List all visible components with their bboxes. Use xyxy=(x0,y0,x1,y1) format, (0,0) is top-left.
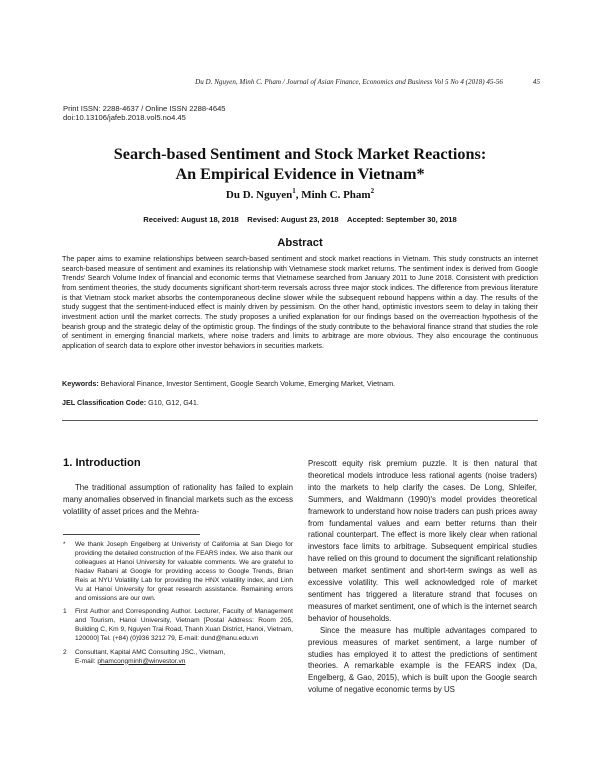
jel-label: JEL Classification Code: xyxy=(62,398,147,407)
intro-right-column xyxy=(308,458,537,696)
author-name: Minh C. Pham xyxy=(301,189,371,201)
section-divider xyxy=(62,420,538,421)
abstract-body: The paper aims to examine relationships between search-based sentiment and stock market reactions in Vietnam. This study constructs an internet search-based measure of sentiment and examines its relationship with Vietnamese stock market returns. The sentiment index is derived from Google Trends' Search Volume Index of financial and economic terms that Vietnamese searched from January 2011 to June 2018. Consistent with prediction from sentiment theories, the study documents significant short-term reversals across three major stock indices. The difference from previous literature is that Vietnam stock market absorbs the contemporaneous decline slower while the subsequent rebound happens within a day. The results of the study suggest that the sentiment-induced effect is mainly driven by pessimism. On the other hand, optimistic investors seem to delay in taking their investment action until the market corrects. The study proposes a unified explanation for our findings based on the overreaction hypothesis of the bearish group and the strategic delay of the optimistic group. The findings of the study contribute to the behavioral finance strand that studies the role of sentiment in emerging financial markets, where noise traders and limits to arbitrage are more obvious. They also encourage the continuous application of search data to explore other investor behaviors in securities markets. xyxy=(62,255,538,350)
author-affiliation-mark: 1 xyxy=(292,187,296,195)
running-head-citation: Du D. Nguyen, Minh C. Pham / Journal of Asian Finance, Economics and Business Vol 5 No 4 (2018) 45-56 xyxy=(195,78,503,86)
jel-line xyxy=(62,398,538,407)
issn-line: Print ISSN: 2288-4637 / Online ISSN 2288-4645 xyxy=(63,104,226,113)
footnote-acknowledgment xyxy=(63,540,293,603)
intro-paragraph: The traditional assumption of rationality has failed to explain many anomalies observed in financial markets such as the excess volatility of asset prices and the Mehra- xyxy=(63,483,293,516)
revised-date: Revised: August 23, 2018 xyxy=(247,215,339,224)
footnote-mark: * xyxy=(63,541,66,548)
footnote-author-1 xyxy=(63,607,293,643)
footnote-mark: 1 xyxy=(63,608,67,616)
doi-line: doi:10.13106/jafeb.2018.vol5.no4.45 xyxy=(63,113,186,123)
intro-paragraph: Since the measure has multiple advantages compared to previous measures of market sentiment, a large number of studies has employed it to attest the predictions of sentiment theories. A remarkable example is the FEARS index (Da, Engelberg, & Gao, 2015), which is built upon the Google search volume of negative economic terms by US xyxy=(308,625,537,695)
issn-block xyxy=(63,104,226,123)
footnote-text: We thank Joseph Engelberg at Univeristy of California at San Diego for providing the detailed construction of the FEARS index. We also thank our colleagues at Hanoi University for valuable comments. We are grateful to Nadav Rabani at Google for providing access to Google Trends, Brian Reis at NYU Volatility Lab for providing the HNX volatility index, and Linh Vu at Hanoi University for great research assistance. Remaining errors and omissions are our own. xyxy=(75,541,293,603)
author-list xyxy=(60,187,540,201)
keywords-label: Keywords: xyxy=(62,379,99,388)
author-affiliation-mark: 2 xyxy=(370,187,375,195)
email-link[interactable]: phamcongminh@winvestor.vn xyxy=(97,657,186,665)
title-line-2: An Empirical Evidence in Vietnam* xyxy=(175,165,425,183)
title-line-1: Search-based Sentiment and Stock Market Reactions: xyxy=(113,145,487,163)
running-head xyxy=(60,78,540,86)
footnote-mark: 2 xyxy=(63,648,67,656)
footnote-author-2 xyxy=(63,648,293,666)
author-separator: , xyxy=(295,189,302,201)
footnote-email-label: E-mail: xyxy=(75,657,98,665)
footnotes xyxy=(63,540,293,670)
author-name: Du D. Nguyen xyxy=(225,189,293,201)
abstract-heading: Abstract xyxy=(277,237,323,249)
paper-title xyxy=(60,144,540,184)
intro-left-column xyxy=(63,482,293,518)
footnote-text: Consultant, Kapital AMC Consulting JSC., Vietnam, xyxy=(75,648,226,656)
jel-value: G10, G12, G41. xyxy=(146,398,199,407)
footnote-divider xyxy=(63,534,200,535)
accepted-date: Accepted: September 30, 2018 xyxy=(347,215,457,224)
footnote-text: First Author and Corresponding Author. Lecturer, Faculty of Management and Tourism, Hanoi University, Vietnam [Postal Address: Room 205, Building C, Km 9, Nguyen Trai Road, Thanh Xuan District, Hanoi, Vietnam, 120000] Tel. (+84) (0)936 3212 79, E-mail: dund@hanu.edu.vn xyxy=(75,608,293,643)
keywords-value: Behavioral Finance, Investor Sentiment, Google Search Volume, Emerging Market, Vietnam. xyxy=(98,379,396,388)
received-date: Received: August 18, 2018 xyxy=(143,215,239,224)
keywords-line xyxy=(62,379,538,388)
submission-dates xyxy=(60,215,540,224)
page-number: 45 xyxy=(532,78,540,86)
intro-paragraph: Prescott equity risk premium puzzle. It is then natural that theoretical models introduce less rational agents (noise traders) into the markets to help clarify the cases. De Long, Shleifer, Summers, and Waldmann (1990)'s model provides theoretical framework to understand how noise traders can push prices away from fundamental values and earn better returns than their rational counterpart. The effect is more likely clear when rational investors face limits to arbitrage. Subsequent empirical studies have relied on this ground to document the significant relationship between market sentiment and short-term swings as well as excessive volatility. This well acknowledged role of market sentiment has triggered a literature strand that focuses on measures of market sentiment, one of which is the internet search behavior of households. xyxy=(308,459,537,623)
section-heading-introduction: 1. Introduction xyxy=(63,457,141,469)
